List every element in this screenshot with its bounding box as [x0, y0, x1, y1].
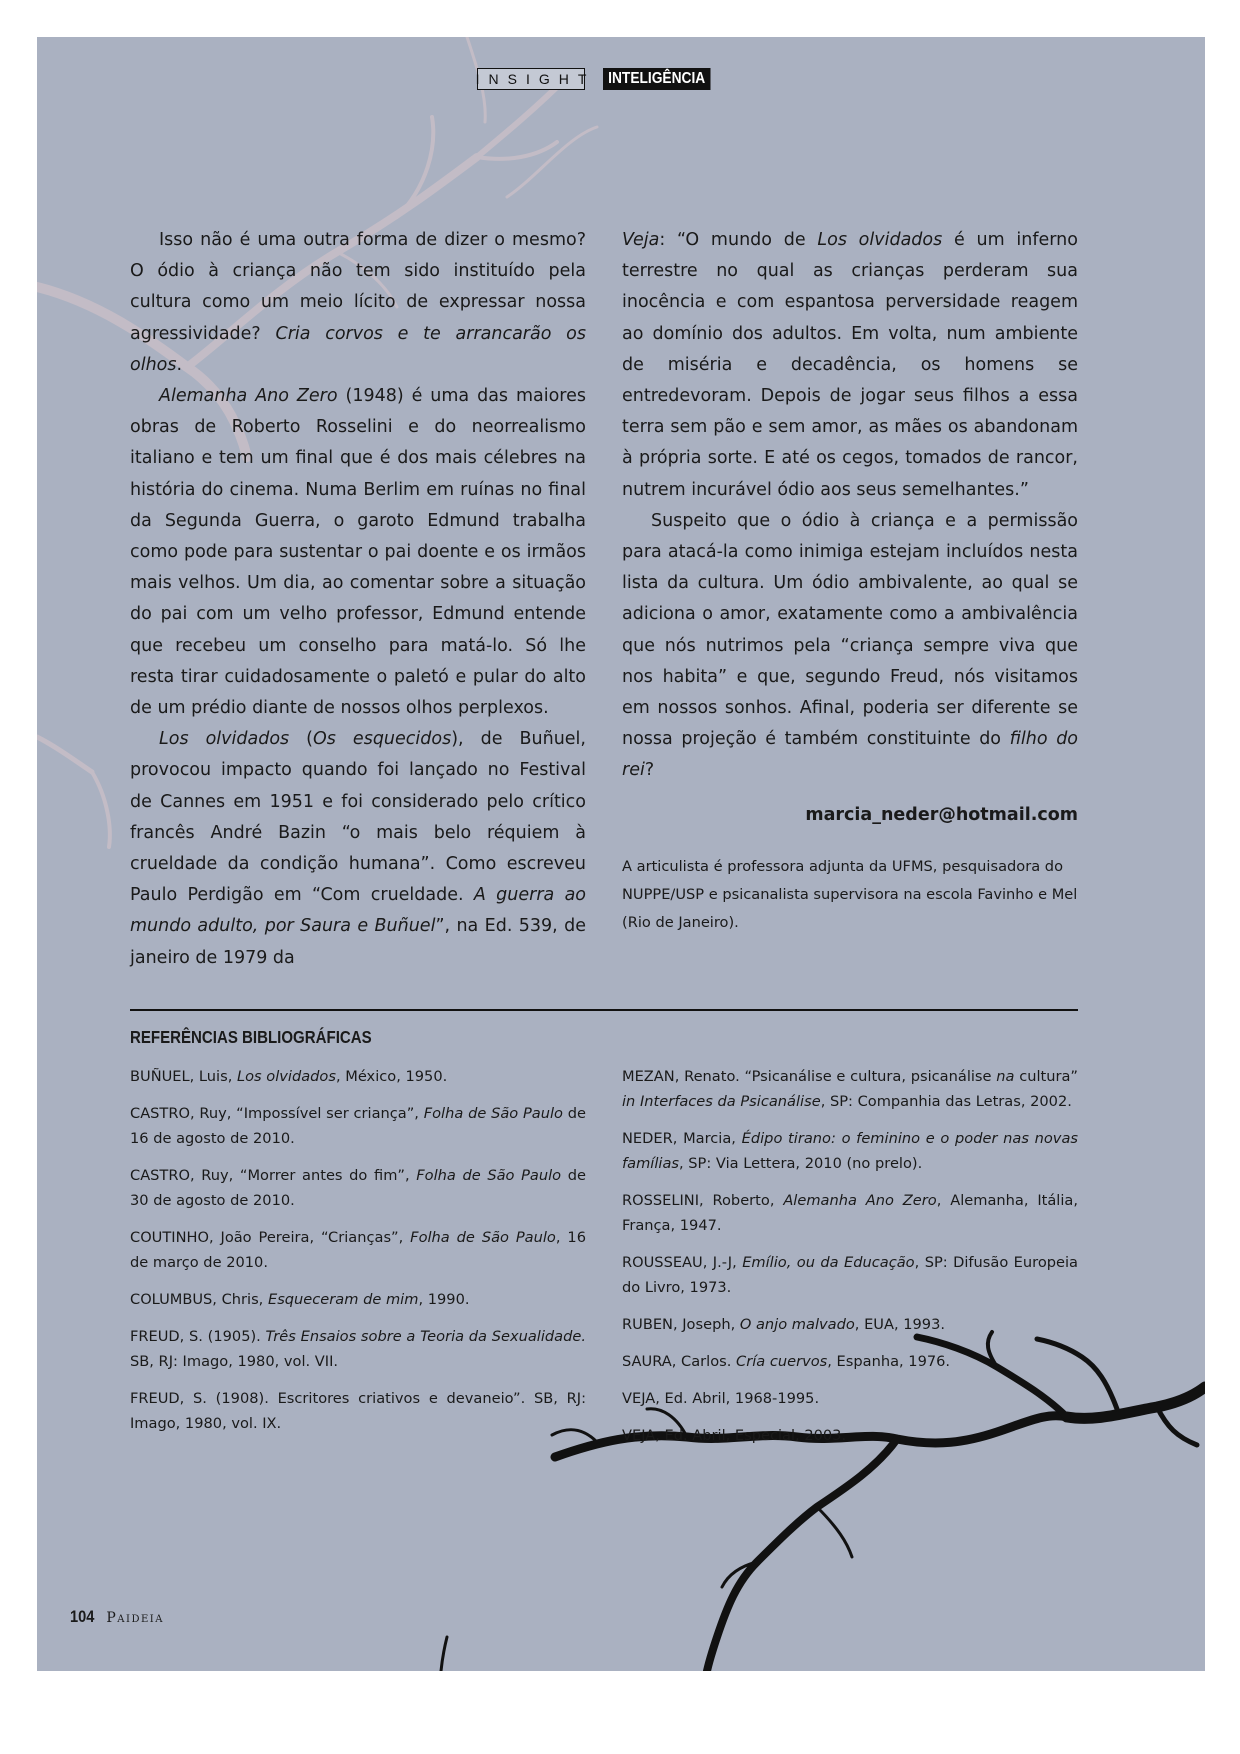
text-run: CASTRO, Ruy, “Impossível ser criança”, [130, 1105, 424, 1122]
section-header [477, 68, 728, 90]
category-tag: INTELIGÊNCIA [603, 68, 710, 90]
text-run: NEDER, Marcia, [622, 1130, 742, 1147]
italic-text: Cria corvos e te arrancarão os olhos [130, 323, 586, 375]
text-run: é um inferno terrestre no qual as crianças perderam sua inocência e com espantosa perversidade reagem ao domínio dos adultos. Em volta, num ambiente de miséria e decadência, os homens se entredevoram. Depois de jogar seus filhos a essa terra sem pão e sem amor, as mães os abandonam à própria sorte. E até os cegos, tomados de rancor, nutrem incurável ódio aos seus semelhantes.” [622, 230, 1078, 500]
italic-text: Três Ensaios sobre a Teoria da Sexualidade. [265, 1328, 586, 1345]
text-run: SAURA, Carlos. [622, 1353, 737, 1370]
reference-entry [622, 1064, 1078, 1114]
italic-text: Los olvidados [236, 1068, 336, 1085]
text-run: COLUMBUS, Chris, [130, 1291, 268, 1308]
italic-text: Alemanha Ano Zero [159, 386, 338, 407]
text-run: MEZAN, Renato. “Psicanálise e cultura, psicanálise [622, 1068, 997, 1085]
italic-text: Cría cuervos [736, 1353, 828, 1370]
text-run: Isso não é uma outra forma de dizer o mesmo? O ódio à criança não tem sido instituído pela cultura como um meio lícito de expressar nossa agressividade? [130, 230, 586, 344]
text-run: , SP: Difusão Europeia do Livro, 1973. [622, 1254, 1078, 1296]
text-run: FREUD, S. (1908). Escritores criativos e devaneio”. SB, RJ: Imago, 1980, vol. IX. [130, 1390, 586, 1432]
italic-text: Alemanha Ano Zero [783, 1192, 937, 1209]
text-run: BUÑUEL, Luis, [130, 1068, 237, 1085]
text-run: ROUSSEAU, J.-J, [622, 1254, 743, 1271]
text-run: COUTINHO, João Pereira, “Crianças”, [130, 1229, 411, 1246]
text-run: , México, 1950. [335, 1068, 448, 1085]
section-tag: INSIGHT [477, 68, 585, 90]
reference-entry [622, 1312, 1078, 1337]
text-run: , Espanha, 1976. [827, 1353, 951, 1370]
magazine-name: Paideia [106, 1610, 164, 1626]
reference-entry [130, 1225, 586, 1275]
magazine-page [37, 37, 1205, 1671]
text-run: , SP: Via Lettera, 2010 (no prelo). [679, 1155, 923, 1172]
text-run: VEJA, Ed. Abril, Especial, 2003. [622, 1427, 847, 1444]
references-title: REFERÊNCIAS BIBLIOGRÁFICAS [130, 1027, 372, 1047]
text-run: de 16 de agosto de 2010. [130, 1105, 587, 1147]
text-run: ROSSELINI, Roberto, [622, 1192, 784, 1209]
text-run: ( [289, 729, 314, 750]
italic-text: Emílio, ou da Educação [742, 1254, 915, 1271]
italic-text: Folha de São Paulo [416, 1167, 562, 1184]
article-paragraph [130, 225, 586, 381]
text-run: , 16 de março de 2010. [130, 1229, 586, 1271]
reference-entry [130, 1324, 586, 1374]
page-number: 104 [70, 1607, 95, 1626]
reference-entry [130, 1101, 586, 1151]
text-run: cultura” [1014, 1068, 1078, 1085]
text-run: VEJA, Ed. Abril, 1968-1995. [622, 1390, 820, 1407]
article-column-right [622, 225, 1078, 937]
reference-entry [130, 1064, 586, 1089]
reference-entry [622, 1188, 1078, 1238]
text-run: de 30 de agosto de 2010. [130, 1167, 586, 1209]
italic-text: Os esquecidos [313, 729, 452, 750]
reference-entry [130, 1287, 586, 1312]
article-paragraph [130, 381, 586, 724]
author-bio: A articulista é professora adjunta da UFMS, pesquisadora do NUPPE/USP e psicanalista supervisora na escola Favinho e Mel (Rio de Janeiro). [622, 857, 1078, 931]
italic-text: in Interfaces da Psicanálise [622, 1093, 821, 1110]
text-run: FREUD, S. (1905). [130, 1328, 266, 1345]
references-column-right [622, 1064, 1078, 1460]
article-paragraph [130, 724, 586, 974]
text-run: RUBEN, Joseph, [622, 1316, 740, 1333]
italic-text: A guerra ao mundo adulto, por Saura e Buñuel [130, 885, 587, 937]
reference-entry [130, 1163, 586, 1213]
italic-text: Édipo tirano: o feminino e o poder nas novas famílias [622, 1130, 1078, 1172]
article-paragraph [622, 506, 1078, 787]
text-run: ”, na Ed. 539, de janeiro de 1979 da [130, 916, 586, 968]
article-column-left [130, 225, 586, 974]
italic-text: Folha de São Paulo [410, 1229, 556, 1246]
italic-text: Folha de São Paulo [423, 1105, 563, 1122]
reference-entry [622, 1349, 1078, 1374]
text-run: Suspeito que o ódio à criança e a permissão para atacá-la como inimiga estejam incluídos nesta lista da cultura. Um ódio ambivalente, ao qual se adiciona o amor, exatamente como a ambivalência que nós nutrimos pela “criança sempre viva que nos habita” e que, segundo Freud, nós visitamos em nossos sonhos. Afinal, poderia ser diferente se nossa projeção é também constituinte do [622, 510, 1078, 750]
text-run: , 1990. [418, 1291, 470, 1308]
italic-text: na [996, 1068, 1015, 1085]
text-run: : “O mundo de [659, 230, 818, 250]
text-run: ? [644, 760, 655, 781]
text-run: SB, RJ: Imago, 1980, vol. VII. [130, 1353, 339, 1370]
italic-text: filho do rei [622, 729, 1079, 781]
italic-text: Veja [622, 230, 660, 250]
text-run: , Alemanha, Itália, França, 1947. [622, 1192, 1078, 1234]
page-footer [70, 1607, 164, 1627]
references-column-left [130, 1064, 586, 1448]
text-run: . [176, 354, 183, 375]
reference-entry [622, 1126, 1078, 1176]
references-divider [130, 1009, 1078, 1011]
reference-entry [622, 1423, 1078, 1448]
text-run: , SP: Companhia das Letras, 2002. [820, 1093, 1072, 1110]
text-run: , EUA, 1993. [854, 1316, 946, 1333]
reference-entry [622, 1250, 1078, 1300]
reference-entry [130, 1386, 586, 1436]
author-email: marcia_neder@hotmail.com [805, 804, 1078, 825]
text-run: ), de Buñuel, provocou impacto quando foi lançado no Festival de Cannes em 1951 e foi considerado pelo crítico francês André Bazin “o mais belo réquiem à crueldade da condição humana”. Como escreveu Paulo Perdigão em “Com crueldade. [130, 729, 586, 906]
italic-text: Los olvidados [159, 729, 290, 750]
text-run: CASTRO, Ruy, “Morrer antes do fim”, [130, 1167, 417, 1184]
italic-text: O anjo malvado [739, 1316, 855, 1333]
text-run: (1948) é uma das maiores obras de Roberto Rosselini e do neorrealismo italiano e tem um final que é dos mais célebres na história do cinema. Numa Berlim em ruínas no final da Segunda Guerra, o garoto Edmund trabalha como pode para sustentar o pai doente e os irmãos mais velhos. Um dia, ao comentar sobre a situação do pai com um velho professor, Edmund entende que recebeu um conselho para matá-lo. Só lhe resta tirar cuidadosamente o paletó e pular do alto de um prédio diante de nossos olhos perplexos. [130, 386, 586, 719]
article-paragraph [622, 225, 1078, 506]
italic-text: Los olvidados [817, 230, 943, 250]
italic-text: Esqueceram de mim [267, 1291, 419, 1308]
reference-entry [622, 1386, 1078, 1411]
